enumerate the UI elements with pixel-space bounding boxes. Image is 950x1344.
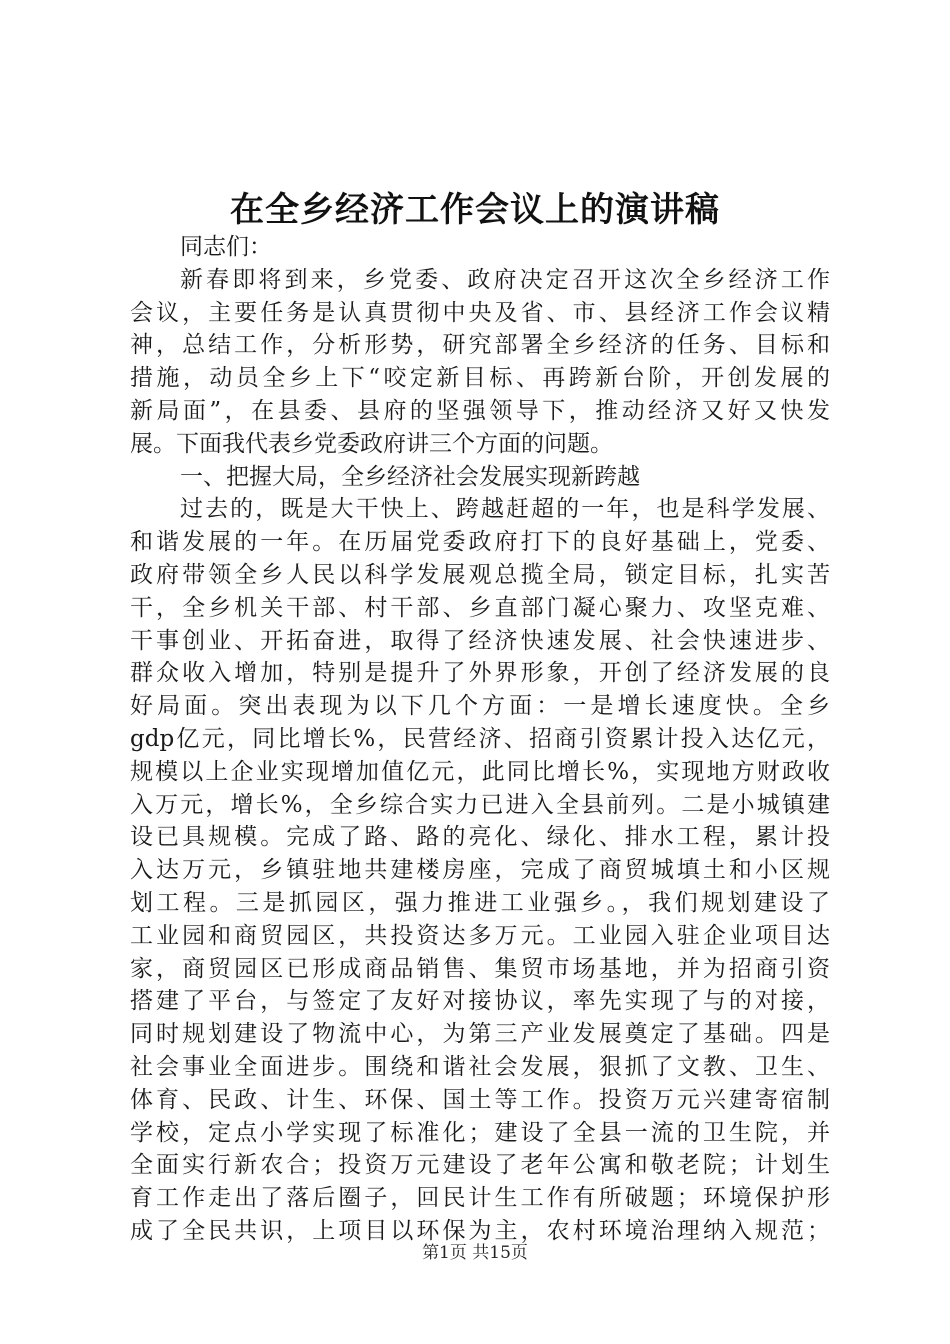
text-line: 全面实行新农合；投资万元建设了老年公寓和敬老院；计划生	[130, 1152, 830, 1179]
text-line: 政府带领全乡人民以科学发展观总揽全局，锁定目标，扎实苦	[130, 561, 830, 588]
text-line: 成了全民共识，上项目以环保为主，农村环境治理纳入规范；	[130, 1217, 830, 1244]
text-line: 和谐发展的一年。在历届党委政府打下的良好基础上，党委、	[130, 529, 830, 556]
text-line: 入达万元，乡镇驻地共建楼房座，完成了商贸城填土和小区规	[130, 857, 830, 884]
text-line: 新春即将到来，乡党委、政府决定召开这次全乡经济工作	[180, 266, 830, 293]
text-line: 社会事业全面进步。围绕和谐社会发展，狠抓了文教、卫生、	[130, 1053, 830, 1080]
text-line: 好局面。突出表现为以下几个方面：一是增长速度快。全乡	[130, 693, 830, 720]
page-footer: 第1页 共15页	[422, 1243, 528, 1263]
text-line: 会议，主要任务是认真贯彻中央及省、市、县经济工作会议精	[130, 299, 830, 326]
text-line: 学校，定点小学实现了标准化；建设了全县一流的卫生院，并	[130, 1119, 830, 1146]
text-line: gdp亿元，同比增长%，民营经济、招商引资累计投入达亿元，	[130, 725, 830, 752]
text-line: 神，总结工作，分析形势，研究部署全乡经济的任务、目标和	[130, 332, 830, 359]
text-line: 同时规划建设了物流中心，为第三产业发展奠定了基础。四是	[130, 1021, 830, 1048]
text-line: 划工程。三是抓园区，强力推进工业强乡。，我们规划建设了	[130, 889, 830, 916]
text-line: 规模以上企业实现增加值亿元，此同比增长%，实现地方财政收	[130, 758, 830, 785]
document-title: 在全乡经济工作会议上的演讲稿	[230, 190, 720, 230]
text-line: 新局面”，在县委、县府的坚强领导下，推动经济又好又快发	[130, 397, 830, 424]
text-line: 过去的，既是大干快上、跨越赶超的一年，也是科学发展、	[180, 496, 830, 523]
text-line: 同志们：	[180, 234, 272, 260]
text-line: 搭建了平台，与签定了友好对接协议，率先实现了与的对接，	[130, 988, 830, 1015]
text-line: 工业园和商贸园区，共投资达多万元。工业园入驻企业项目达	[130, 922, 830, 949]
text-line: 措施，动员全乡上下“咬定新目标、再跨新台阶，开创发展的	[130, 365, 830, 392]
document-body	[130, 231, 830, 1248]
text-line: 群众收入增加，特别是提升了外界形象，开创了经济发展的良	[130, 660, 830, 687]
text-line: 干，全乡机关干部、村干部、乡直部门凝心聚力、攻坚克难、	[130, 594, 830, 621]
text-line: 家，商贸园区已形成商品销售、集贸市场基地，并为招商引资	[130, 955, 830, 982]
text-line: 干事创业、开拓奋进，取得了经济快速发展、社会快速进步、	[130, 627, 830, 654]
text-line: 入万元，增长%，全乡综合实力已进入全县前列。二是小城镇建	[130, 791, 830, 818]
text-line: 体育、民政、计生、环保、国土等工作。投资万元兴建寄宿制	[130, 1086, 830, 1113]
section-heading: 一、把握大局，全乡经济社会发展实现新跨越	[180, 463, 640, 490]
text-line: 展。下面我代表乡党委政府讲三个方面的问题。	[130, 430, 613, 457]
text-line: 设已具规模。完成了路、路的亮化、绿化、排水工程，累计投	[130, 824, 830, 851]
text-line: 育工作走出了落后圈子，回民计生工作有所破题；环境保护形	[130, 1185, 830, 1212]
